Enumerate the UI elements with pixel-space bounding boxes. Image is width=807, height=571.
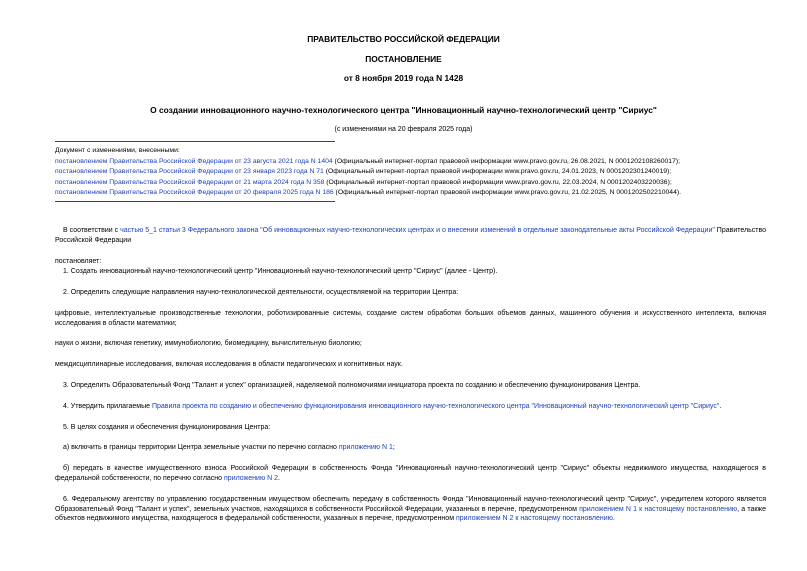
paragraph-2b: науки о жизни, включая генетику, иммунобиологию, биомедицину, вычислительную биологию; [55,340,362,347]
paragraph-2a: цифровые, интеллектуальные производственные технологии, роботизированные системы, создание систем обработки больших объемов данных, машинного обучения и искусственного интеллекта, включая исследования в области математики; [55,310,766,327]
change-item: постановлением Правительства Российской Федерации от 21 марта 2024 года N 358 (Официальный интернет-портал правовой информации www.pravo.gov.ru, 22.03.2024, N 0001202403220036); [55,178,672,186]
paragraph-2c: междисциплинарные исследования, включая исследования в области педагогических и когнитивных наук. [55,361,403,368]
rules-link[interactable]: Правила проекта по созданию и обеспечению функционирования инновационного научно-технологического центра "Инновационный научно-технологический центр "Сириус" [151,403,720,410]
decides-word: постановляет: [55,258,102,265]
change-link[interactable]: постановлением Правительства Российской Федерации от 23 января 2023 года N 71 [55,168,324,175]
change-link[interactable]: постановлением Правительства Российской Федерации от 20 февраля 2025 года N 186 [55,189,334,196]
paragraph-5b: б) передать в качестве имущественного взноса Российской Федерации в собственность Фонда "Инновационный научно-технологический центр "Сириус" объекты недвижимого имущества, находящегося в федеральной собственности, по перечню согласно приложению N 2. [55,465,766,482]
government-heading: ПРАВИТЕЛЬСТВО РОССИЙСКОЙ ФЕДЕРАЦИИ [307,34,500,44]
change-item: постановлением Правительства Российской Федерации от 23 января 2023 года N 71 (Официальный интернет-портал правовой информации www.pravo.gov.ru, 24.01.2023, N 0001202301240019); [55,168,672,175]
document-type: ПОСТАНОВЛЕНИЕ [365,54,442,64]
change-link[interactable]: постановлением Правительства Российской Федерации от 21 марта 2024 года N 358 [55,178,325,186]
paragraph-2: 2. Определить следующие направления научно-технологической деятельности, осуществляемой на территории Центра: [63,289,459,296]
paragraph-3: 3. Определить Образовательный Фонд "Талант и успех" организацией, наделяемой полномочиями инициатора проекта по созданию и обеспечению функционирования Центра. [63,382,641,389]
changes-intro: Документ с изменениями, внесенными: [55,147,180,154]
revision-note: (с изменениями на 20 февраля 2025 года) [334,126,473,133]
paragraph-4: 4. Утвердить прилагаемые Правила проекта по созданию и обеспечению функционирования инновационного научно-технологического центра "Инновационный научно-технологический центр "Сириус". [63,403,722,410]
document-title: О создании инновационного научно-технологического центра "Инновационный научно-технологический центр "Сириус" [150,105,657,115]
paragraph-1: 1. Создать инновационный научно-технологический центр "Инновационный научно-технологический центр "Сириус" (далее - Центр). [63,268,498,275]
divider-top [55,141,335,142]
paragraph-5: 5. В целях создания и обеспечения функционирования Центра: [63,424,271,431]
law-link[interactable]: частью 5_1 статьи 3 Федерального закона "Об инновационных научно-технологических центрах и о внесении изменений в отдельные законодательные акты Российской Федерации" [120,227,715,234]
appendix-2-ref-link[interactable]: приложением N 2 к настоящему постановлению [455,515,613,523]
paragraph-5a: а) включить в границы территории Центра земельные участки по перечню согласно приложению N 1; [63,444,395,451]
change-link[interactable]: постановлением Правительства Российской Федерации от 23 августа 2021 года N 1404 [55,157,333,165]
appendix-2-link[interactable]: приложению N 2 [224,474,279,482]
paragraph-6: 6. Федеральному агентству по управлению государственным имуществом обеспечить передачу в собственность Фонда "Инновационный научно-технологический центр "Сириус", учредителем которого является Образовательный Фонд "Талант и успех", земельных участков, находящихся в собственности Российской Федерации, указанных в перечне, предусмотренном приложением N 1 к настоящему постановлению, а также объектов недвижимого имущества, находящегося в федеральной собственности, указанных в перечне, предусмотренном приложением N 2 к настоящему постановлению. [55,496,766,523]
date-number: от 8 ноября 2019 года N 1428 [343,73,464,83]
divider-bottom [55,201,335,202]
changes-list [55,146,775,199]
change-item: постановлением Правительства Российской Федерации от 23 августа 2021 года N 1404 (Официальный интернет-портал правовой информации www.pravo.gov.ru, 26.08.2021, N 0001202108260017); [55,157,680,165]
appendix-1-link[interactable]: приложению N 1 [338,444,393,451]
appendix-1-ref-link[interactable]: приложением N 1 к настоящему постановлению [579,505,738,513]
preamble: В соответствии с частью 5_1 статьи 3 Федерального закона "Об инновационных научно-технологических центрах и о внесении изменений в отдельные законодательные акты Российской Федерации" Правительство Российской Федерации [55,227,767,244]
change-item: постановлением Правительства Российской Федерации от 20 февраля 2025 года N 186 (Официальный интернет-портал правовой информации www.pravo.gov.ru, 21.02.2025, N 0001202502210044). [55,189,681,196]
